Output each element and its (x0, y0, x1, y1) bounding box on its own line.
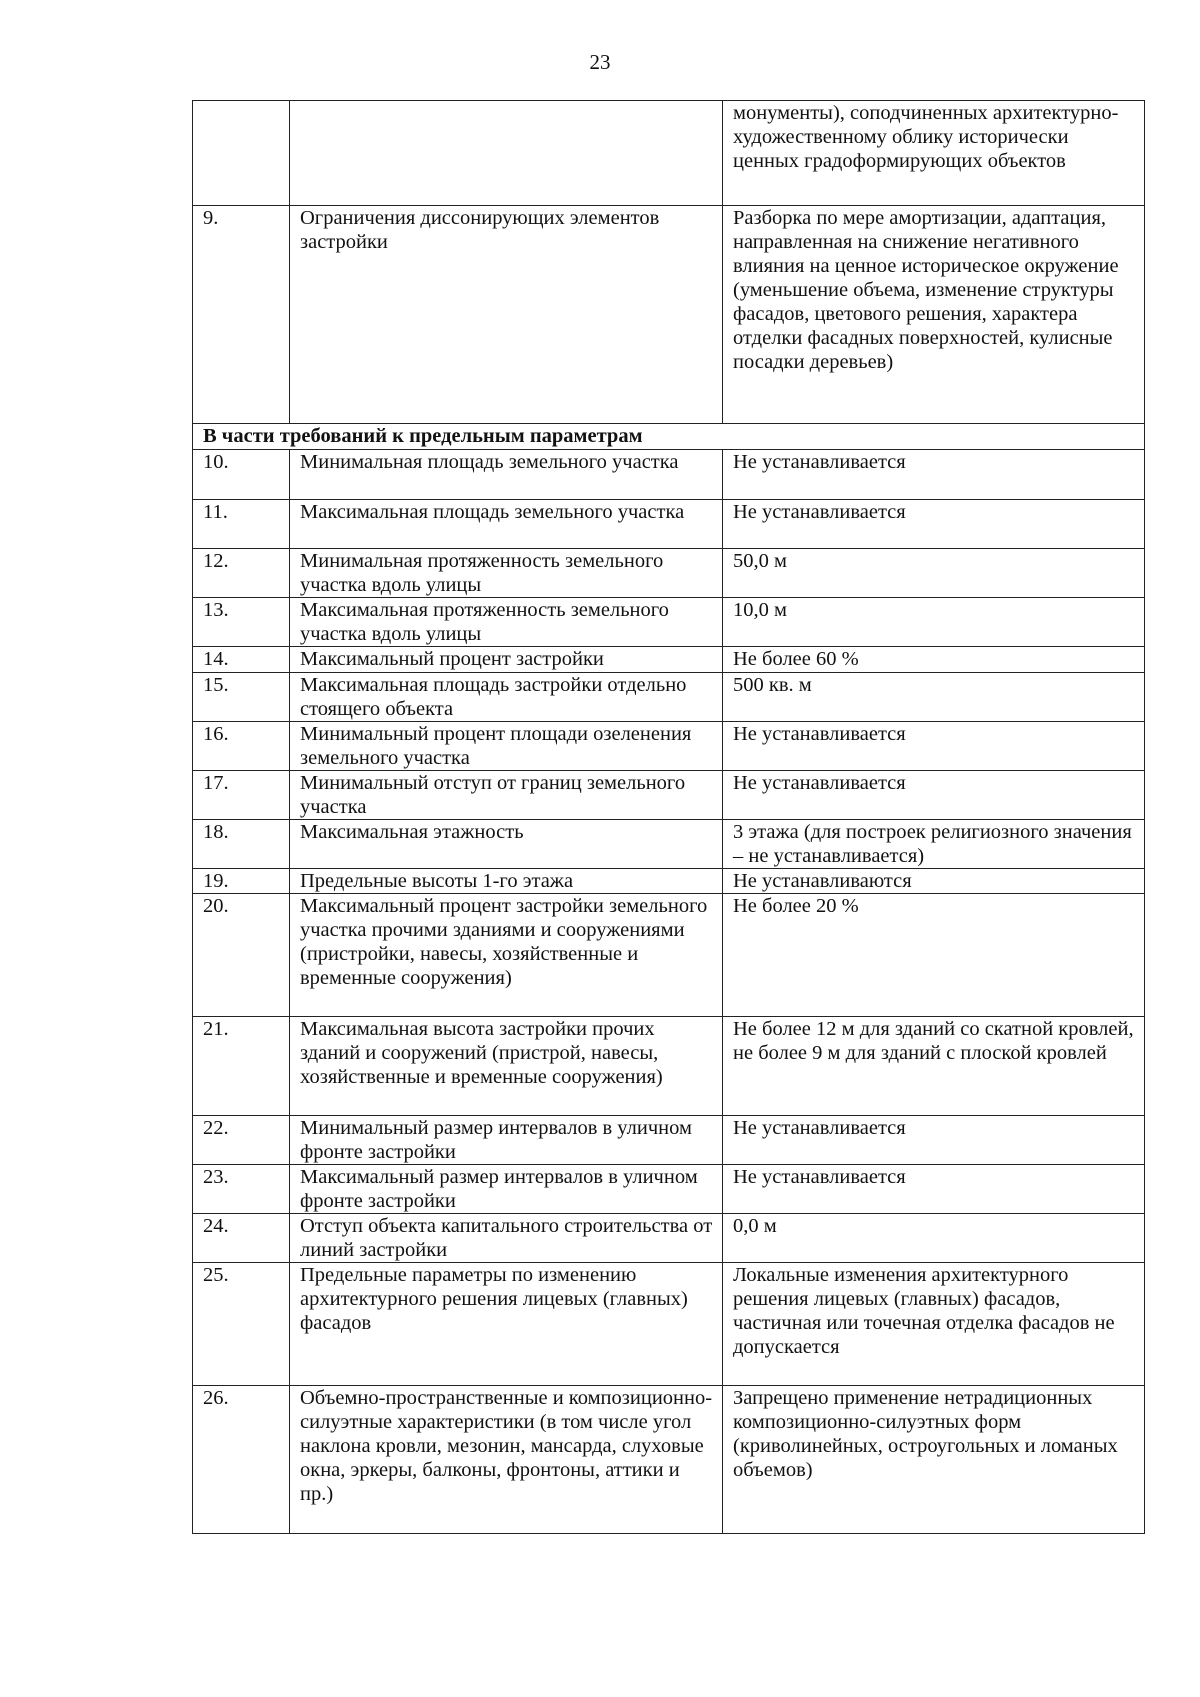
regulations-table (192, 100, 1145, 1534)
row-number: 24. (193, 1214, 290, 1263)
table-row (193, 1017, 1145, 1116)
table-row (193, 673, 1145, 722)
row-parameter: Максимальная площадь земельного участка (290, 500, 723, 549)
table-row (193, 647, 1145, 673)
row-parameter: Максимальный размер интервалов в уличном фронте застройки (290, 1165, 723, 1214)
row-value: Не устанавливается (723, 1165, 1145, 1214)
section-title: В части требований к предельным параметрам (193, 424, 1145, 450)
row-value: Не более 60 % (723, 647, 1145, 673)
table-row (193, 1386, 1145, 1534)
row-value: Не устанавливаются (723, 869, 1145, 894)
table-row (193, 1214, 1145, 1263)
row-parameter: Отступ объекта капитального строительства от линий застройки (290, 1214, 723, 1263)
row-value: Запрещено применение нетрадиционных композиционно-силуэтных форм (криволинейных, остроугольных и ломаных объемов) (723, 1386, 1145, 1534)
row-value: Не устанавливается (723, 1116, 1145, 1165)
table-row (193, 771, 1145, 820)
row-number (193, 101, 290, 206)
row-parameter: Минимальная площадь земельного участка (290, 450, 723, 500)
row-number: 9. (193, 206, 290, 424)
row-value: Не устанавливается (723, 450, 1145, 500)
row-number: 17. (193, 771, 290, 820)
table-row (193, 894, 1145, 1017)
row-value: монументы), соподчиненных архитектурно-художественному облику исторически ценных градоформирующих объектов (723, 101, 1145, 206)
table-row (193, 820, 1145, 869)
row-parameter: Максимальная протяженность земельного участка вдоль улицы (290, 598, 723, 647)
row-value: Не устанавливается (723, 500, 1145, 549)
row-parameter: Максимальная высота застройки прочих зданий и сооружений (пристрой, навесы, хозяйственные и временные сооружения) (290, 1017, 723, 1116)
table-row (193, 1263, 1145, 1386)
row-number: 19. (193, 869, 290, 894)
row-value: Разборка по мере амортизации, адаптация, направленная на снижение негативного влияния на ценное историческое окружение (уменьшение объема, изменение структуры фасадов, цветового решения, характера отделки фасадных поверхностей, кулисные посадки деревьев) (723, 206, 1145, 424)
row-parameter: Объемно-пространственные и композиционно-силуэтные характеристики (в том числе угол наклона кровли, мезонин, мансарда, слуховые окна, эркеры, балконы, фронтоны, аттики и пр.) (290, 1386, 723, 1534)
table-row (193, 450, 1145, 500)
row-parameter: Предельные параметры по изменению архитектурного решения лицевых (главных) фасадов (290, 1263, 723, 1386)
row-number: 20. (193, 894, 290, 1017)
row-value: Не более 20 % (723, 894, 1145, 1017)
table-row-continuation (193, 101, 1145, 206)
row-number: 15. (193, 673, 290, 722)
row-parameter: Максимальный процент застройки земельного участка прочими зданиями и сооружениями (пристройки, навесы, хозяйственные и временные сооружения) (290, 894, 723, 1017)
row-number: 11. (193, 500, 290, 549)
row-parameter: Ограничения диссонирующих элементов застройки (290, 206, 723, 424)
row-number: 26. (193, 1386, 290, 1534)
table-row (193, 206, 1145, 424)
row-number: 10. (193, 450, 290, 500)
table-row (193, 1116, 1145, 1165)
row-value: Не более 12 м для зданий со скатной кровлей, не более 9 м для зданий с плоской кровлей (723, 1017, 1145, 1116)
row-parameter: Минимальная протяженность земельного участка вдоль улицы (290, 549, 723, 598)
row-number: 14. (193, 647, 290, 673)
row-value: Локальные изменения архитектурного решения лицевых (главных) фасадов, частичная или точечная отделка фасадов не допускается (723, 1263, 1145, 1386)
row-parameter (290, 101, 723, 206)
row-value: 10,0 м (723, 598, 1145, 647)
row-value: 3 этажа (для построек религиозного значения – не устанавливается) (723, 820, 1145, 869)
row-value: Не устанавливается (723, 722, 1145, 771)
table-row (193, 598, 1145, 647)
row-number: 12. (193, 549, 290, 598)
row-value: 0,0 м (723, 1214, 1145, 1263)
row-number: 21. (193, 1017, 290, 1116)
row-number: 22. (193, 1116, 290, 1165)
row-parameter: Максимальная этажность (290, 820, 723, 869)
row-value: Не устанавливается (723, 771, 1145, 820)
section-header-row (193, 424, 1145, 450)
table-row (193, 1165, 1145, 1214)
row-parameter: Предельные высоты 1-го этажа (290, 869, 723, 894)
row-parameter: Максимальная площадь застройки отдельно стоящего объекта (290, 673, 723, 722)
table-row (193, 549, 1145, 598)
row-value: 500 кв. м (723, 673, 1145, 722)
row-number: 13. (193, 598, 290, 647)
row-number: 25. (193, 1263, 290, 1386)
row-parameter: Минимальный размер интервалов в уличном фронте застройки (290, 1116, 723, 1165)
row-parameter: Минимальный процент площади озеленения земельного участка (290, 722, 723, 771)
table-row (193, 722, 1145, 771)
row-parameter: Минимальный отступ от границ земельного участка (290, 771, 723, 820)
page-number: 23 (589, 50, 611, 74)
row-number: 16. (193, 722, 290, 771)
row-parameter: Максимальный процент застройки (290, 647, 723, 673)
row-number: 23. (193, 1165, 290, 1214)
row-number: 18. (193, 820, 290, 869)
table-row (193, 869, 1145, 894)
table-row (193, 500, 1145, 549)
row-value: 50,0 м (723, 549, 1145, 598)
